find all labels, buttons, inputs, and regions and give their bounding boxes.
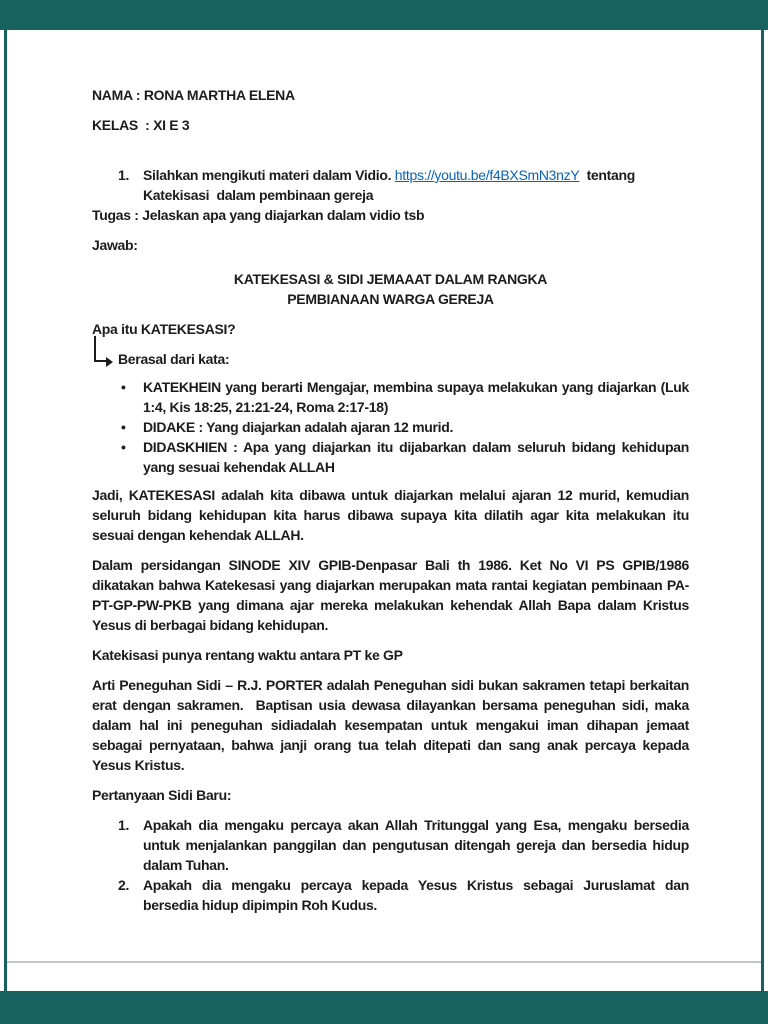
student-class-line: KELAS : XI E 3 — [92, 117, 190, 133]
sidi-question-1 — [92, 815, 693, 875]
bullet-item-didake — [92, 417, 689, 437]
bullet-text-katekhein: KATEKHEIN yang berarti Mengajar, membina supaya melakukan yang diajarkan (Luk 1:4, Kis 18:25, 21:21-24, Roma 2:17-18) — [143, 379, 693, 415]
document-page — [7, 30, 761, 961]
page-bottom-edge — [7, 961, 761, 963]
instruction-text-before-link: Silahkan mengikuti materi dalam Vidio. — [143, 167, 395, 183]
bullet-icon: • — [121, 419, 126, 435]
question-heading: Apa itu KATEKESASI? — [92, 321, 236, 337]
bullet-item-didaskhien — [92, 437, 693, 477]
assignment-item-number: 1. — [118, 167, 130, 183]
student-name-line: NAMA : RONA MARTHA ELENA — [92, 87, 295, 103]
instruction-text-after-link: tentang — [579, 167, 636, 183]
bullet-text-didake: DIDAKE : Yang diajarkan adalah ajaran 12 murid. — [143, 419, 454, 435]
jawab-line: Jawab: — [92, 237, 138, 253]
definition-origin-line — [92, 349, 689, 369]
paragraph-sinode: Dalam persidangan SINODE XIV GPIB-Denpasar Bali th 1986. Ket No VI PS GPIB/1986 dikatakan bahwa Katekesasi yang diajarkan merupakan mata rantai kegiatan pembinaan PA-PT-GP-PW-PKB yang dimana ajar mereka melakukan kehendak Allah Bapa dalam Kristus Yesus di berbagai bidang kehidupan. — [92, 557, 693, 633]
instruction-line2: Katekisasi dalam pembinaan gereja — [143, 187, 374, 203]
bullet-icon: • — [121, 439, 126, 455]
title-line-1: KATEKESASI & SIDI JEMAAAT DALAM RANGKA — [233, 271, 548, 287]
paragraph-peneguhan-sidi: Arti Peneguhan Sidi – R.J. PORTER adalah Peneguhan sidi bukan sakramen tetapi berkaitan erat dengan sakramen. Baptisan usia dewasa dilayankan bersama peneguhan sidi, maka dalam hal ini peneguhan sidiadalah kesempatan untuk mengakui iman dihapan jemaat sebagai pernyataan, bahwa janji orang tua telah ditepati dan sang anak percaya kepada Yesus Kristus. — [92, 677, 693, 773]
bullet-text-didaskhien: DIDASKHIEN : Apa yang diajarkan itu dijabarkan dalam seluruh bidang kehidupan yang sesuai kehendak ALLAH — [143, 439, 693, 475]
definition-bullet-list — [92, 377, 693, 477]
video-link[interactable]: https://youtu.be/f4BXSmN3nzY — [394, 167, 580, 183]
document-title — [92, 269, 689, 309]
assignment-section — [92, 165, 689, 255]
sidi-question-2 — [92, 875, 693, 915]
paragraph-rentang-waktu: Katekisasi punya rentang waktu antara PT ke GP — [92, 647, 403, 663]
sidi-question-list — [92, 815, 693, 915]
viewer-bottom-bar — [0, 991, 768, 1024]
assignment-instruction — [143, 165, 689, 205]
bullet-icon: • — [121, 379, 126, 395]
title-line-2: PEMBIANAAN WARGA GEREJA — [287, 291, 494, 307]
question-text: Apakah dia mengaku percaya akan Allah Tritunggal yang Esa, mengaku bersedia untuk menjalankan panggilan dan pengutusan ditengah gereja dan bersedia hidup dalam Tuhan. — [143, 817, 693, 873]
question-number: 1. — [118, 817, 130, 833]
question-number: 2. — [118, 877, 130, 893]
arrow-label: Berasal dari kata: — [118, 351, 230, 367]
tugas-line: Tugas : Jelaskan apa yang diajarkan dalam vidio tsb — [92, 207, 425, 223]
branch-arrow-icon — [92, 350, 118, 366]
pertanyaan-heading: Pertanyaan Sidi Baru: — [92, 787, 232, 803]
viewer-top-bar — [0, 0, 768, 30]
viewer-right-edge — [761, 30, 764, 991]
bullet-item-katekhein — [92, 377, 693, 417]
branch-arrow-head — [106, 357, 113, 367]
question-text: Apakah dia mengaku percaya kepada Yesus Kristus sebagai Juruslamat dan bersedia hidup dipimpin Roh Kudus. — [143, 877, 693, 913]
paragraph-jadi: Jadi, KATEKESASI adalah kita dibawa untuk diajarkan melalui ajaran 12 murid, kemudian seluruh bidang kehidupan kita harus dibawa supaya kita dilatih agar kita melakukan itu sesuai dengan kehendak ALLAH. — [92, 487, 693, 543]
assignment-item — [92, 165, 689, 205]
